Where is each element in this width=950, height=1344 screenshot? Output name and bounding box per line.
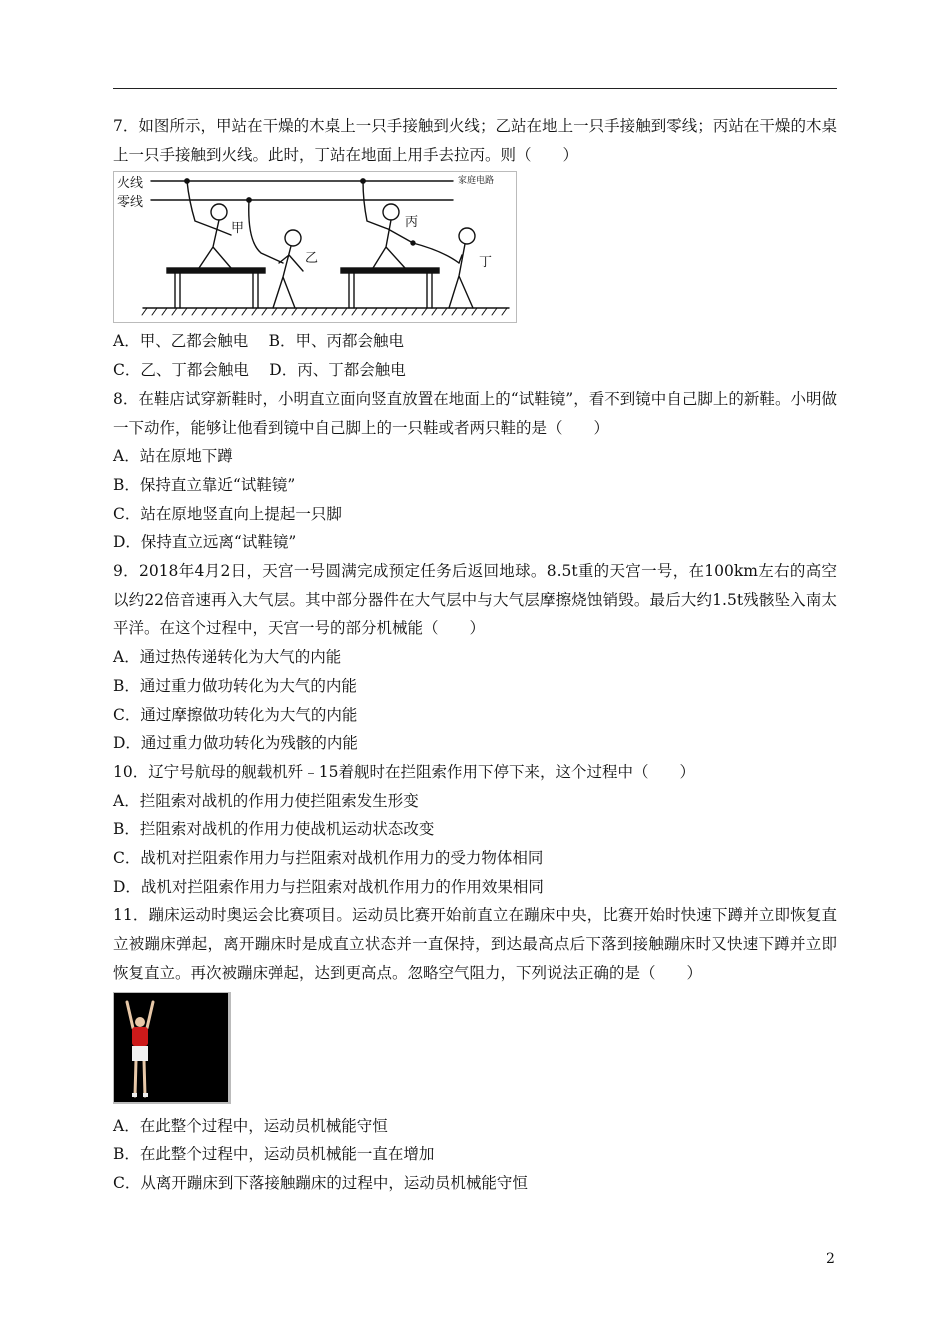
- circuit-label: 家庭电路: [458, 176, 495, 187]
- q9-option: D．通过重力做功转化为残骸的内能: [113, 734, 358, 753]
- q11-stem: 11．蹦床运动时奥运会比赛项目。运动员比赛开始前直立在蹦床中央，比赛开始时快速下蹲并立即恢复直立被蹦床弹起，离开蹦床时是成直立状态并一直保持，到达最高点后下落到接触蹦床时又快速下蹲并立即恢复直立。再次被蹦床弹起，达到更高点。忽略空气阻力，下列说法正确的是（ ）: [113, 906, 837, 982]
- q11-option: B．在此整个过程中，运动员机械能一直在增加: [113, 1145, 435, 1164]
- q8-option: D．保持直立远离“试鞋镜”: [113, 533, 297, 552]
- q9-stem: 9．2018年4月2日，天宫一号圆满完成预定任务后返回地球。8.5t重的天宫一号，在100km左右的高空以约22倍音速再入大气层。其中部分器件在大气层中与大气层摩擦烧蚀销毁。最后大约1.5t残骸坠入南太平洋。在这个过程中，天宫一号的部分机械能（ ）: [113, 562, 837, 638]
- q10-option: D．战机对拦阻索作用力与拦阻索对战机作用力的作用效果相同: [113, 877, 544, 896]
- q10-stem: 10．辽宁号航母的舰载机歼﹣15着舰时在拦阻索作用下停下来，这个过程中（ ）: [113, 762, 695, 781]
- live-wire-label: 火线: [117, 176, 144, 192]
- person-yi-label: 乙: [305, 251, 319, 267]
- q7-option: A．甲、乙都会触电 B．甲、丙都会触电: [113, 332, 405, 351]
- q8-option: A．站在原地下蹲: [113, 447, 233, 466]
- q8-option: C．站在原地竖直向上提起一只脚: [113, 504, 342, 523]
- q7-option: C．乙、丁都会触电 D．丙、丁都会触电: [113, 361, 406, 380]
- q11-option: C．从离开蹦床到下落接触蹦床的过程中，运动员机械能守恒: [113, 1173, 528, 1192]
- q9-option: B．通过重力做功转化为大气的内能: [113, 676, 357, 695]
- neutral-wire-label: 零线: [117, 195, 144, 211]
- q10-option: A．拦阻索对战机的作用力使拦阻索发生形变: [113, 791, 419, 810]
- q8-option: B．保持直立靠近“试鞋镜”: [113, 475, 296, 494]
- q7-circuit-figure: [113, 171, 517, 323]
- q9-option: A．通过热传递转化为大气的内能: [113, 648, 342, 667]
- person-ding-label: 丁: [479, 255, 493, 271]
- q10-option: C．战机对拦阻索作用力与拦阻索对战机作用力的受力物体相同: [113, 849, 544, 868]
- exam-page: [113, 112, 837, 1198]
- q10-option: B．拦阻索对战机的作用力使战机运动状态改变: [113, 820, 435, 839]
- q11-trampoline-photo: [113, 992, 231, 1104]
- q7-stem: 7．如图所示，甲站在干燥的木桌上一只手接触到火线；乙站在地上一只手接触到零线；丙站在干燥的木桌上一只手接触到火线。此时，丁站在地面上用手去拉丙。则（ ）: [113, 117, 837, 164]
- q9-option: C．通过摩擦做功转化为大气的内能: [113, 705, 358, 724]
- person-jia-label: 甲: [231, 221, 245, 237]
- q11-option: A．在此整个过程中，运动员机械能守恒: [113, 1116, 388, 1135]
- q8-stem: 8．在鞋店试穿新鞋时，小明直立面向竖直放置在地面上的“试鞋镜”，看不到镜中自己脚上的新鞋。小明做一下动作，能够让他看到镜中自己脚上的一只鞋或者两只鞋的是（ ）: [113, 389, 837, 437]
- header-rule: [113, 88, 837, 89]
- page-number: 2: [826, 1251, 835, 1267]
- person-bing-label: 丙: [405, 215, 419, 231]
